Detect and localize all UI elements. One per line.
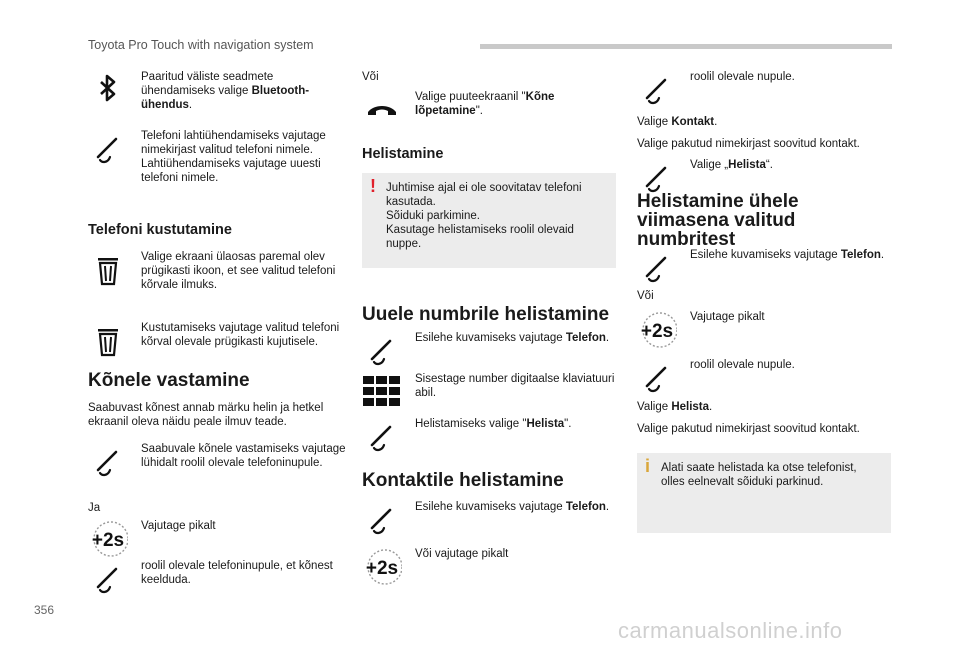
touch-finger-icon — [88, 559, 128, 599]
info-note: i Alati saate helistada ka otse telefonist, olles eelnevalt sõiduki parkinud. — [637, 453, 891, 533]
warning-note: ! Juhtimise ajal ei ole soovitatav telefoni kasutada. Sõiduki parkimine. Kasutage helistamiseks roolil olevaid nuppe. — [362, 173, 616, 268]
svg-text:+2s: +2s — [640, 321, 674, 342]
contact-heading: Kontaktile helistamine — [362, 470, 564, 491]
select-from-list-2: Valige pakutud nimekirjast soovitud kontakt. — [637, 423, 860, 435]
running-header: Toyota Pro Touch with navigation system — [88, 38, 314, 52]
touch-finger-icon — [88, 442, 128, 482]
bluetooth-icon — [88, 70, 128, 110]
select-from-list: Valige pakutud nimekirjast soovitud kontakt. — [637, 138, 860, 150]
watermark: carmanualsonline.info — [618, 618, 843, 643]
touch-finger-icon — [637, 248, 677, 288]
long-press-2s-icon — [362, 547, 402, 587]
calling-heading: Helistamine — [362, 146, 444, 162]
delete-heading: Telefoni kustutamine — [88, 222, 232, 238]
select-helista: Valige Helista. — [637, 401, 713, 413]
touch-finger-icon — [88, 129, 128, 169]
trash-icon — [88, 250, 128, 290]
new-number-heading: Uuele numbrile helistamine — [362, 304, 610, 325]
or-label-3: Või — [637, 290, 654, 302]
info-icon: i — [645, 456, 651, 476]
touch-finger-icon — [362, 500, 402, 540]
touch-finger-icon — [637, 70, 677, 110]
keypad-icon — [362, 372, 402, 412]
long-press-2s-icon — [88, 519, 128, 559]
answer-heading: Kõnele vastamine — [88, 370, 250, 391]
and-label: Ja — [88, 502, 101, 514]
page-number: 356 — [34, 603, 55, 617]
end-call-icon — [362, 90, 402, 130]
long-press-2s-icon — [637, 310, 677, 350]
warning-icon: ! — [370, 176, 376, 196]
touch-finger-icon — [362, 331, 402, 371]
select-contact: Valige Kontakt. — [637, 116, 718, 128]
svg-text:+2s: +2s — [365, 558, 399, 579]
or-label: Või — [362, 71, 379, 83]
touch-finger-icon — [637, 358, 677, 398]
svg-text:+2s: +2s — [91, 530, 125, 551]
trash-icon — [88, 321, 128, 361]
header-bar — [480, 44, 892, 49]
last-number-heading: Helistamine ühele viimasena valitud numbritest — [637, 191, 799, 250]
answer-paragraph: Saabuvast kõnest annab märku helin ja hetkel ekraanil oleva näidu peale ilmuv teade. — [88, 402, 324, 428]
touch-finger-icon — [362, 417, 402, 457]
